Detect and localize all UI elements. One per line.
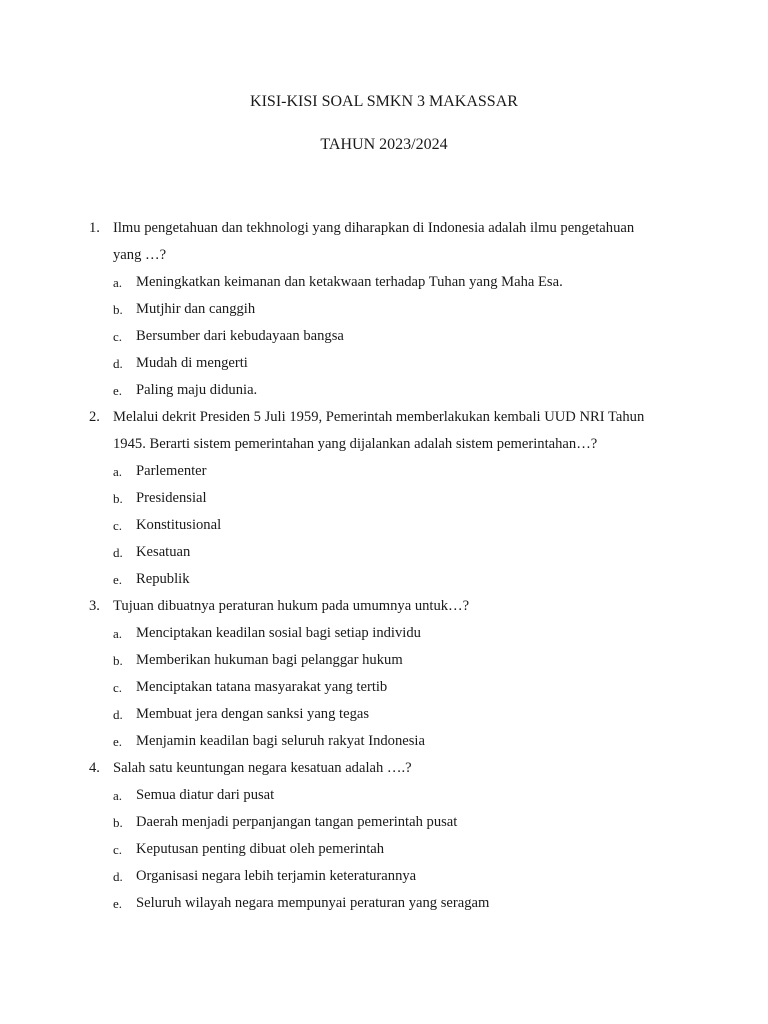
answer-option — [0, 269, 768, 296]
question-line — [0, 404, 768, 431]
option-text: Keputusan penting dibuat oleh pemerintah — [136, 841, 385, 857]
option-text: Seluruh wilayah negara mempunyai peraturan yang seragam — [136, 895, 490, 911]
question-text: yang …? — [113, 247, 167, 263]
option-text: Konstitusional — [136, 517, 222, 533]
question-number: 4. — [89, 760, 100, 776]
answer-option — [0, 836, 768, 863]
question-text: 1945. Berarti sistem pemerintahan yang dijalankan adalah sistem pemerintahan…? — [113, 436, 598, 452]
option-text: Presidensial — [136, 490, 207, 506]
question-text: Melalui dekrit Presiden 5 Juli 1959, Pemerintah memberlakukan kembali UUD NRI Tahun — [113, 409, 645, 425]
option-letter: d. — [113, 356, 123, 371]
answer-option — [0, 350, 768, 377]
option-letter: e. — [113, 896, 123, 911]
option-letter: d. — [113, 707, 123, 722]
question-item — [0, 755, 768, 917]
answer-option — [0, 647, 768, 674]
option-letter: e. — [113, 734, 123, 749]
question-item — [0, 404, 768, 593]
question-text: Salah satu keuntungan negara kesatuan adalah ….? — [113, 760, 412, 776]
option-text: Mudah di mengerti — [136, 355, 248, 371]
option-text: Republik — [136, 571, 190, 587]
answer-option — [0, 674, 768, 701]
question-number: 1. — [89, 220, 100, 236]
option-letter: c. — [113, 518, 123, 533]
option-letter: a. — [113, 626, 123, 641]
option-letter: e. — [113, 383, 123, 398]
answer-option — [0, 512, 768, 539]
option-text: Daerah menjadi perpanjangan tangan pemerintah pusat — [136, 814, 458, 830]
answer-option — [0, 809, 768, 836]
option-text: Semua diatur dari pusat — [136, 787, 275, 803]
answer-option — [0, 701, 768, 728]
answer-option — [0, 458, 768, 485]
option-text: Membuat jera dengan sanksi yang tegas — [136, 706, 370, 722]
question-number: 2. — [89, 409, 100, 425]
answer-option — [0, 296, 768, 323]
option-text: Menjamin keadilan bagi seluruh rakyat Indonesia — [136, 733, 425, 749]
option-letter: c. — [113, 842, 123, 857]
option-letter: c. — [113, 329, 123, 344]
document-title: KISI-KISI SOAL SMKN 3 MAKASSAR — [250, 93, 518, 110]
option-text: Mutjhir dan canggih — [136, 301, 256, 317]
option-text: Menciptakan keadilan sosial bagi setiap individu — [136, 625, 421, 641]
question-text: Tujuan dibuatnya peraturan hukum pada umumnya untuk…? — [113, 598, 470, 614]
question-line — [0, 593, 768, 620]
option-text: Parlementer — [136, 463, 207, 479]
option-text: Memberikan hukuman bagi pelanggar hukum — [136, 652, 403, 668]
question-item — [0, 593, 768, 755]
question-line — [0, 242, 768, 269]
option-letter: a. — [113, 464, 123, 479]
option-letter: e. — [113, 572, 123, 587]
option-text: Paling maju didunia. — [136, 382, 258, 398]
option-letter: c. — [113, 680, 123, 695]
option-letter: a. — [113, 275, 123, 290]
option-letter: b. — [113, 302, 123, 317]
option-letter: d. — [113, 545, 123, 560]
answer-option — [0, 377, 768, 404]
answer-option — [0, 863, 768, 890]
question-line — [0, 215, 768, 242]
answer-option — [0, 782, 768, 809]
option-text: Kesatuan — [136, 544, 191, 560]
option-letter: a. — [113, 788, 123, 803]
document-year: TAHUN 2023/2024 — [320, 136, 448, 153]
answer-option — [0, 485, 768, 512]
answer-option — [0, 620, 768, 647]
question-list — [0, 215, 768, 917]
answer-option — [0, 890, 768, 917]
answer-option — [0, 539, 768, 566]
question-number: 3. — [89, 598, 100, 614]
answer-option — [0, 566, 768, 593]
option-text: Organisasi negara lebih terjamin keteraturannya — [136, 868, 417, 884]
question-text: Ilmu pengetahuan dan tekhnologi yang diharapkan di Indonesia adalah ilmu pengetahuan — [113, 220, 635, 236]
option-text: Meningkatkan keimanan dan ketakwaan terhadap Tuhan yang Maha Esa. — [136, 274, 563, 290]
option-letter: b. — [113, 653, 123, 668]
question-line — [0, 755, 768, 782]
answer-option — [0, 323, 768, 350]
question-item — [0, 215, 768, 404]
question-line — [0, 431, 768, 458]
answer-option — [0, 728, 768, 755]
option-letter: b. — [113, 815, 123, 830]
option-text: Menciptakan tatana masyarakat yang tertib — [136, 679, 388, 695]
option-letter: d. — [113, 869, 123, 884]
option-text: Bersumber dari kebudayaan bangsa — [136, 328, 344, 344]
option-letter: b. — [113, 491, 123, 506]
